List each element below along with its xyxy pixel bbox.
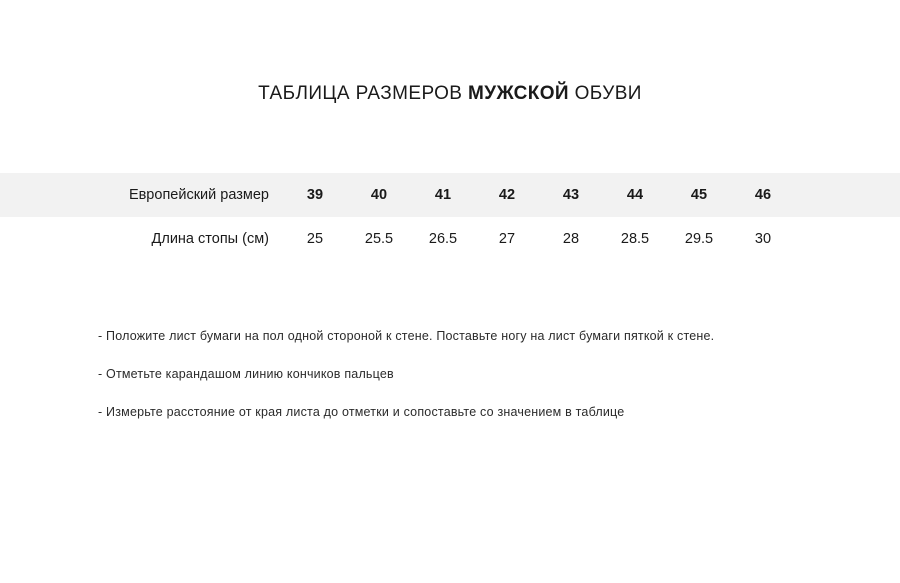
instruction-item: - Измерьте расстояние от края листа до отметки и сопоставьте со значением в таблице bbox=[98, 405, 625, 419]
page-title bbox=[0, 83, 900, 105]
table-row-foot-length bbox=[0, 217, 900, 261]
size-table-container bbox=[0, 173, 900, 261]
title-after: ОБУВИ bbox=[568, 83, 642, 104]
row-label-european-size: Европейский размер bbox=[128, 187, 269, 203]
cell-european-size-4: 43 bbox=[562, 187, 580, 203]
cell-european-size-1: 40 bbox=[370, 187, 388, 203]
cell-european-size-0: 39 bbox=[306, 187, 324, 203]
cell-foot-length-1: 25.5 bbox=[347, 217, 411, 261]
cell-foot-length-5: 28.5 bbox=[603, 217, 667, 261]
row-label-foot-length: Длина стопы (см) bbox=[0, 217, 283, 261]
cell-european-size-6: 45 bbox=[690, 187, 708, 203]
instruction-item: - Положите лист бумаги на пол одной стороной к стене. Поставьте ногу на лист бумаги пяткой к стене. bbox=[98, 329, 715, 343]
cell-foot-length-4: 28 bbox=[539, 217, 603, 261]
cell-foot-length-2: 26.5 bbox=[411, 217, 475, 261]
instruction-item: - Отметьте карандашом линию кончиков пальцев bbox=[98, 367, 394, 381]
instructions-list bbox=[0, 329, 900, 419]
cell-foot-length-0: 25 bbox=[283, 217, 347, 261]
table-row-european-size bbox=[0, 173, 900, 217]
row-tail-spacer-1 bbox=[795, 173, 900, 217]
title-before: ТАБЛИЦА РАЗМЕРОВ bbox=[258, 83, 469, 104]
size-chart-page bbox=[0, 83, 900, 583]
cell-european-size-2: 41 bbox=[434, 187, 452, 203]
cell-foot-length-6: 29.5 bbox=[667, 217, 731, 261]
cell-european-size-5: 44 bbox=[626, 187, 644, 203]
cell-foot-length-3: 27 bbox=[475, 217, 539, 261]
cell-foot-length-7: 30 bbox=[731, 217, 795, 261]
cell-european-size-3: 42 bbox=[498, 187, 516, 203]
size-table bbox=[0, 173, 900, 261]
title-highlight: МУЖСКОЙ bbox=[468, 83, 569, 104]
row-tail-spacer-2 bbox=[795, 217, 900, 261]
cell-european-size-7: 46 bbox=[754, 187, 772, 203]
